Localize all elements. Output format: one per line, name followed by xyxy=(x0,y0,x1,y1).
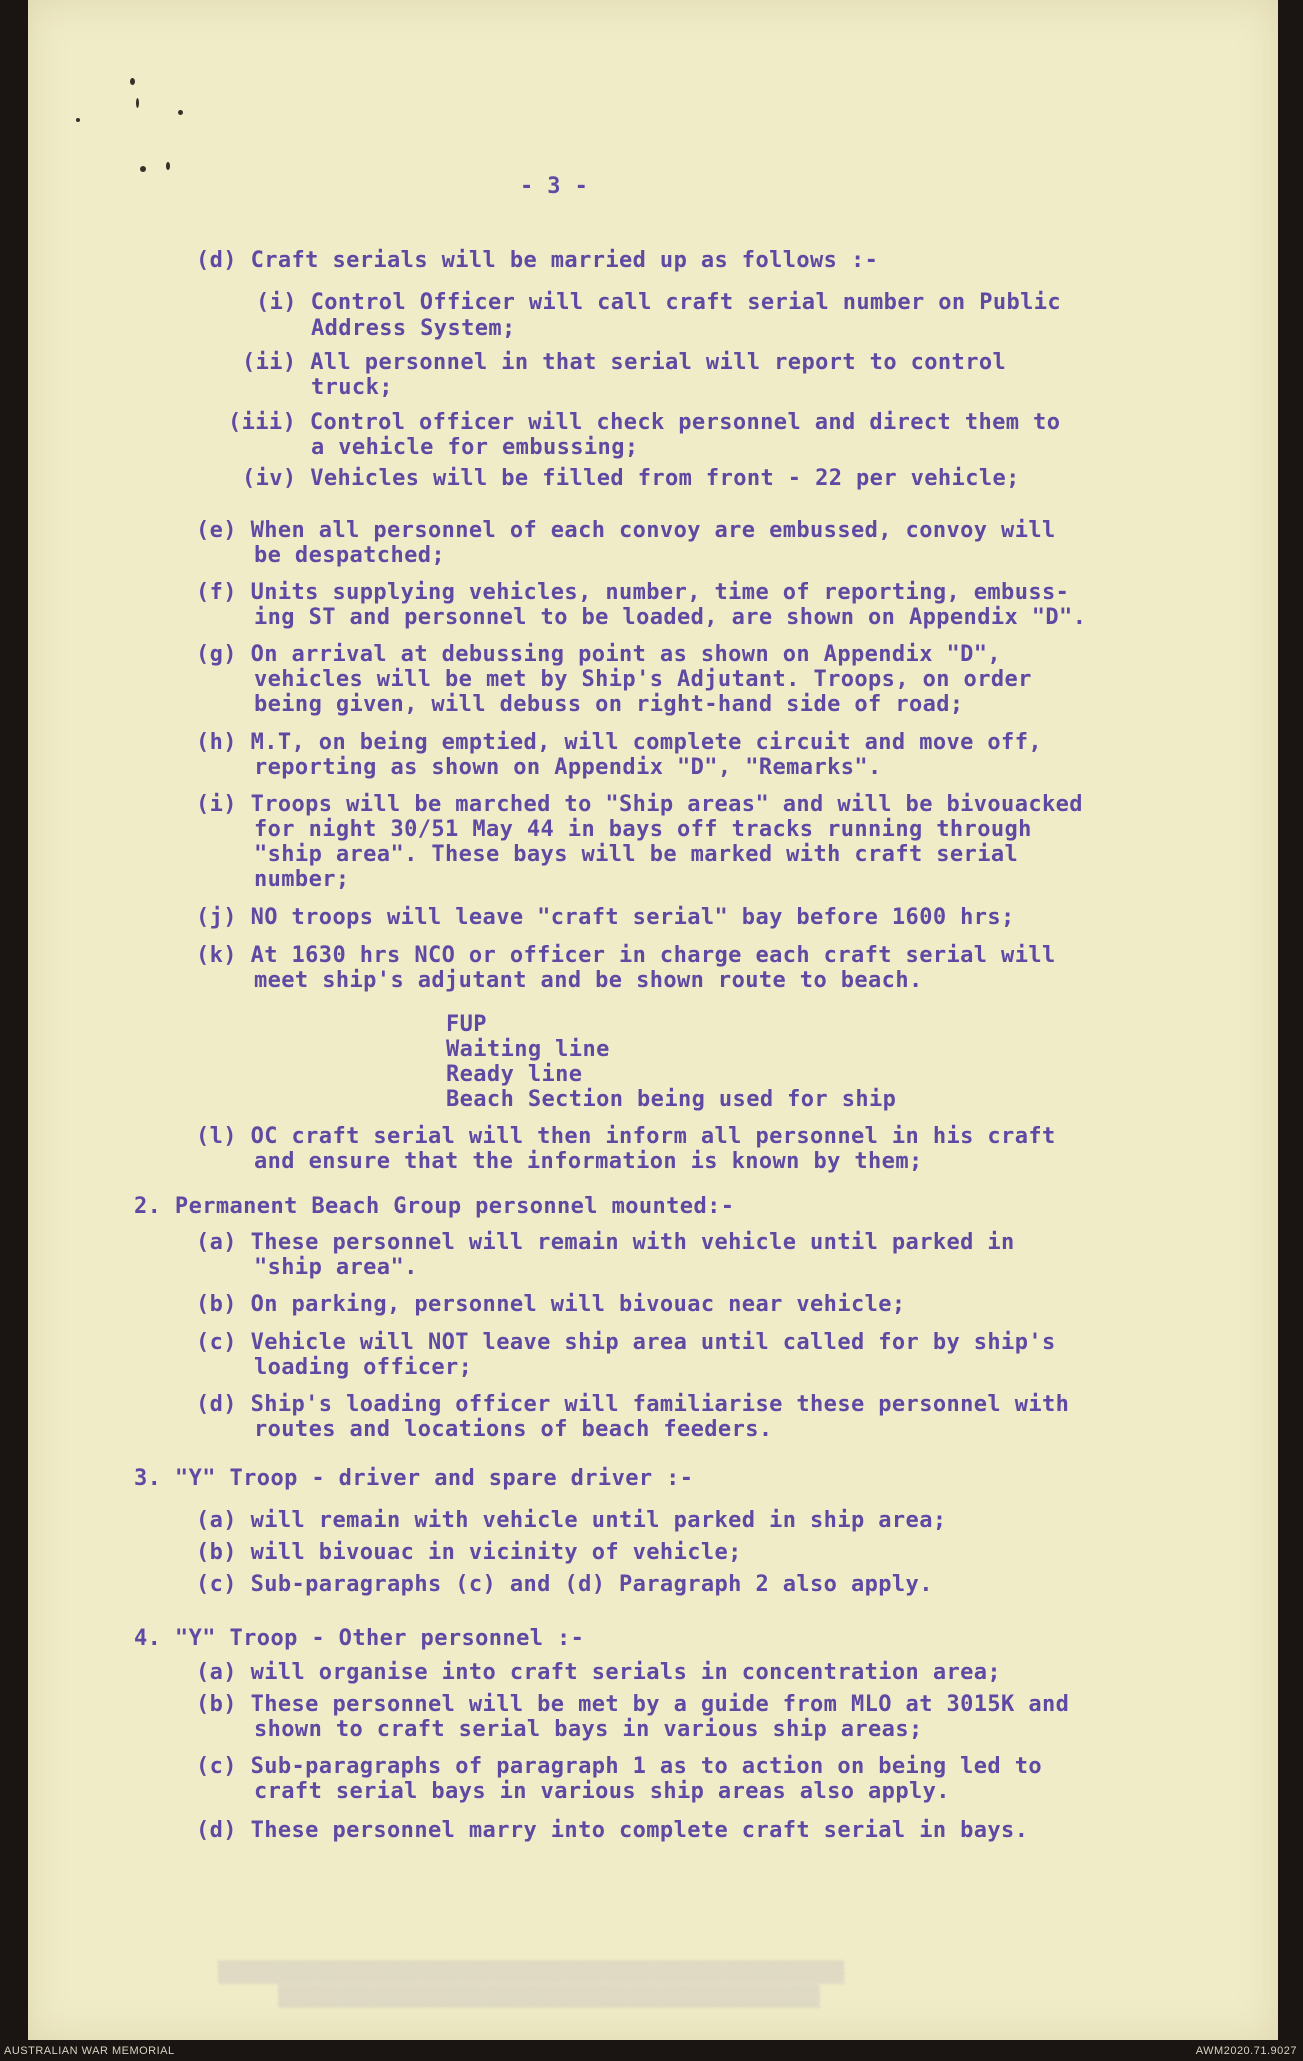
para-4-c-cont: craft serial bays in various ship areas also apply. xyxy=(254,1779,950,1804)
para-d-iv: (iv) Vehicles will be filled from front - 22 per vehicle; xyxy=(242,466,1020,491)
para-2-c: (c) Vehicle will NOT leave ship area until called for by ship's xyxy=(196,1330,1056,1355)
para-h: (h) M.T, on being emptied, will complete circuit and move off, xyxy=(196,730,1042,755)
page-number: - 3 - xyxy=(520,174,589,199)
para-k-list-item: FUP xyxy=(446,1012,487,1037)
para-4-b: (b) These personnel will be met by a guide from MLO at 3015K and xyxy=(196,1692,1070,1717)
para-e: (e) When all personnel of each convoy are embussed, convoy will xyxy=(196,518,1056,543)
para-2-a: (a) These personnel will remain with vehicle until parked in xyxy=(196,1230,1015,1255)
para-4-b-cont: shown to craft serial bays in various ship areas; xyxy=(254,1717,923,1742)
para-l-cont: and ensure that the information is known by them; xyxy=(254,1149,923,1174)
para-2-b: (b) On parking, personnel will bivouac near vehicle; xyxy=(196,1292,906,1317)
para-3-heading: 3. "Y" Troop - driver and spare driver :- xyxy=(134,1466,694,1491)
para-i-cont-2: "ship area". These bays will be marked with craft serial xyxy=(254,842,1019,867)
para-k: (k) At 1630 hrs NCO or officer in charge each craft serial will xyxy=(196,943,1056,968)
para-h-cont: reporting as shown on Appendix "D", "Remarks". xyxy=(254,755,882,780)
para-d-ii-cont: truck; xyxy=(311,375,393,400)
para-4-a: (a) will organise into craft serials in concentration area; xyxy=(196,1660,1002,1685)
para-d-i-cont: Address System; xyxy=(311,316,516,341)
para-d-iii: (iii) Control officer will check personnel and direct them to xyxy=(228,410,1061,435)
para-2-heading: 2. Permanent Beach Group personnel mounted:- xyxy=(134,1194,735,1219)
para-2-c-cont: loading officer; xyxy=(254,1355,473,1380)
footer-archive-label: AUSTRALIAN WAR MEMORIAL xyxy=(4,2045,175,2057)
para-k-list-item: Waiting line xyxy=(446,1037,610,1062)
para-3-a: (a) will remain with vehicle until parked in ship area; xyxy=(196,1508,947,1533)
para-j: (j) NO troops will leave "craft serial" bay before 1600 hrs; xyxy=(196,905,1015,930)
para-2-d-cont: routes and locations of beach feeders. xyxy=(254,1417,773,1442)
typed-text xyxy=(28,0,1278,2040)
para-3-b: (b) will bivouac in vicinity of vehicle; xyxy=(196,1540,742,1565)
para-4-heading: 4. "Y" Troop - Other personnel :- xyxy=(134,1626,585,1651)
document-page xyxy=(28,0,1278,2040)
para-d-intro: (d) Craft serials will be married up as follows :- xyxy=(196,248,879,273)
para-d-iii-cont: a vehicle for embussing; xyxy=(311,435,639,460)
para-e-cont: be despatched; xyxy=(254,543,446,568)
para-d-i: (i) Control Officer will call craft serial number on Public xyxy=(256,290,1062,315)
para-i: (i) Troops will be marched to "Ship areas" and will be bivouacked xyxy=(196,792,1083,817)
para-l: (l) OC craft serial will then inform all personnel in his craft xyxy=(196,1124,1056,1149)
para-f-cont: ing ST and personnel to be loaded, are shown on Appendix "D". xyxy=(254,605,1087,630)
show-through-smudge: ▒▒▒▒▒▒▒▒▒▒▒▒▒▒▒▒▒▒▒▒▒▒▒▒▒▒▒▒▒▒▒▒▒▒▒▒▒▒▒▒▒▒▒▒▒▒▒▒▒▒▒▒ xyxy=(218,1960,845,1984)
para-3-c: (c) Sub-paragraphs (c) and (d) Paragraph 2 also apply. xyxy=(196,1572,933,1597)
para-k-cont: meet ship's adjutant and be shown route to beach. xyxy=(254,968,923,993)
para-g-cont-2: being given, will debuss on right-hand side of road; xyxy=(254,692,964,717)
para-k-list-item: Ready line xyxy=(446,1062,583,1087)
para-g: (g) On arrival at debussing point as shown on Appendix "D", xyxy=(196,642,1002,667)
para-k-list-item: Beach Section being used for ship xyxy=(446,1087,897,1112)
para-f: (f) Units supplying vehicles, number, time of reporting, embuss- xyxy=(196,580,1070,605)
footer-item-id: AWM2020.71.9027 xyxy=(1195,2045,1297,2057)
para-4-d: (d) These personnel marry into complete craft serial in bays. xyxy=(196,1818,1029,1843)
show-through-smudge: ▒▒▒▒▒▒▒▒▒▒▒▒▒▒▒▒▒▒▒▒▒▒▒▒▒▒▒▒▒▒▒▒▒▒▒▒▒▒▒▒▒▒▒▒▒ xyxy=(278,1984,820,2008)
para-2-a-cont: "ship area". xyxy=(254,1255,418,1280)
para-d-ii: (ii) All personnel in that serial will report to control xyxy=(242,350,1007,375)
para-g-cont-1: vehicles will be met by Ship's Adjutant. Troops, on order xyxy=(254,667,1032,692)
para-4-c: (c) Sub-paragraphs of paragraph 1 as to action on being led to xyxy=(196,1754,1042,1779)
para-i-cont-1: for night 30/51 May 44 in bays off tracks running through xyxy=(254,817,1032,842)
para-2-d: (d) Ship's loading officer will familiarise these personnel with xyxy=(196,1392,1070,1417)
para-i-cont-3: number; xyxy=(254,867,350,892)
